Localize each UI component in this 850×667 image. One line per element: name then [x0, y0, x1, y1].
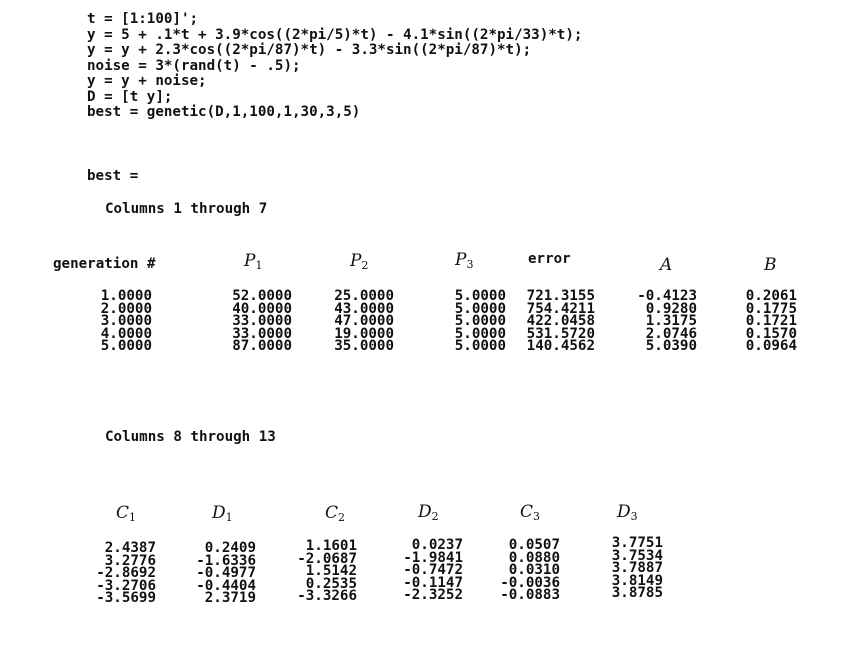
cell: 0.0237: [411, 537, 463, 553]
cell: 87.0000: [232, 338, 292, 354]
header-p3: $P_3$: [455, 250, 474, 271]
cell: 0.2409: [204, 540, 256, 556]
code-line: y = y + noise;: [87, 73, 207, 89]
cell: -2.0687: [297, 550, 357, 567]
cell: -0.4123: [637, 288, 697, 304]
column-c3: [500, 539, 560, 602]
header-c3: $C_3$: [520, 502, 541, 523]
cell: 43.0000: [334, 300, 394, 317]
cell: 754.4211: [526, 300, 595, 317]
cell: 0.0880: [508, 549, 560, 566]
cell: -0.1147: [403, 574, 463, 591]
cell: 3.2776: [104, 552, 156, 569]
cell: -3.3266: [297, 588, 357, 604]
header-c2: $C_2$: [325, 503, 346, 524]
cell: -0.4977: [196, 565, 256, 581]
cell: 5.0000: [454, 325, 506, 342]
cell: 52.0000: [232, 288, 292, 304]
header-c1: $C_1$: [116, 503, 137, 524]
cell: -0.4404: [196, 577, 256, 594]
cell: -3.5699: [96, 590, 156, 606]
code-line: best = genetic(D,1,100,1,30,3,5): [87, 104, 361, 120]
cell: 3.7534: [611, 547, 663, 564]
cell: 721.3155: [526, 288, 595, 304]
column-p1: [232, 290, 292, 353]
column-p3: [455, 290, 506, 353]
code-line: t = [1:100]';: [87, 11, 199, 27]
column-c1: [96, 542, 156, 605]
cell: 3.8785: [611, 585, 663, 601]
column-generation: [101, 290, 152, 353]
cell: 0.0964: [745, 338, 797, 354]
cell: 3.0000: [100, 313, 152, 329]
cell: 1.0000: [100, 288, 152, 304]
header-d3: $D_3$: [617, 502, 638, 523]
header-b: B: [764, 255, 777, 275]
cell: 0.0507: [508, 537, 560, 553]
cell: -1.6336: [196, 552, 256, 569]
columns-caption-2: Columns 8 through 13: [105, 429, 276, 445]
cell: 33.0000: [232, 313, 292, 329]
cell: 2.0746: [645, 325, 697, 342]
cell: -0.7472: [403, 562, 463, 578]
cell: 422.0458: [526, 313, 595, 329]
cell: -0.0036: [500, 574, 560, 591]
cell: -2.8692: [96, 565, 156, 581]
column-p2: [334, 290, 394, 353]
cell: 0.1775: [745, 300, 797, 317]
cell: 0.0310: [508, 562, 560, 578]
cell: 1.3175: [645, 313, 697, 329]
cell: 4.0000: [100, 325, 152, 342]
column-error: [527, 290, 595, 353]
header-a: A: [660, 255, 673, 275]
cell: 47.0000: [334, 313, 394, 329]
cell: 0.1721: [745, 313, 797, 329]
cell: 3.7751: [611, 535, 663, 551]
code-line: D = [t y];: [87, 88, 173, 105]
cell: 1.5142: [305, 563, 357, 579]
header-error: error: [528, 251, 571, 267]
cell: 1.1601: [305, 538, 357, 554]
cell: 5.0000: [454, 288, 506, 304]
column-b: [746, 290, 797, 353]
column-a: [637, 290, 697, 353]
matlab-code-block: [87, 12, 582, 121]
header-d2: $D_2$: [418, 502, 439, 523]
header-d1: $D_1$: [212, 503, 233, 524]
cell: 5.0000: [454, 313, 506, 329]
cell: 5.0000: [100, 338, 152, 354]
cell: -2.3252: [403, 587, 463, 603]
cell: 19.0000: [334, 325, 394, 342]
cell: -1.9841: [403, 549, 463, 566]
code-line: y = y + 2.3*cos((2*pi/87)*t) - 3.3*sin((2*pi/87)*t);: [87, 42, 532, 58]
header-p2: $P_2$: [350, 251, 369, 272]
column-d3: [612, 537, 663, 600]
column-c2: [297, 540, 357, 603]
cell: -3.2706: [96, 577, 156, 594]
cell: 40.0000: [232, 300, 292, 317]
cell: 5.0000: [454, 338, 506, 354]
cell: -0.0883: [500, 587, 560, 603]
cell: 0.9280: [645, 300, 697, 317]
cell: 2.3719: [204, 590, 256, 606]
cell: 0.2535: [305, 575, 357, 592]
cell: 2.0000: [100, 300, 152, 317]
column-d1: [196, 542, 256, 605]
cell: 2.4387: [104, 540, 156, 556]
code-line: y = 5 + .1*t + 3.9*cos((2*pi/5)*t) - 4.1*sin((2*pi/33)*t);: [87, 26, 583, 43]
column-d2: [403, 539, 463, 602]
cell: 5.0390: [645, 338, 697, 354]
cell: 3.8149: [611, 572, 663, 589]
header-generation: generation #: [53, 256, 156, 272]
best-output-label: best =: [87, 168, 139, 184]
cell: 140.4562: [526, 338, 595, 354]
cell: 0.2061: [745, 288, 797, 304]
cell: 0.1570: [745, 325, 797, 342]
header-p1: $P_1$: [244, 251, 263, 272]
cell: 531.5720: [526, 325, 595, 342]
code-line: noise = 3*(rand(t) - .5);: [87, 57, 301, 74]
cell: 5.0000: [454, 300, 506, 317]
cell: 25.0000: [334, 288, 394, 304]
cell: 3.7887: [611, 560, 663, 576]
cell: 33.0000: [232, 325, 292, 342]
cell: 35.0000: [334, 338, 394, 354]
columns-caption-1: Columns 1 through 7: [105, 201, 268, 217]
